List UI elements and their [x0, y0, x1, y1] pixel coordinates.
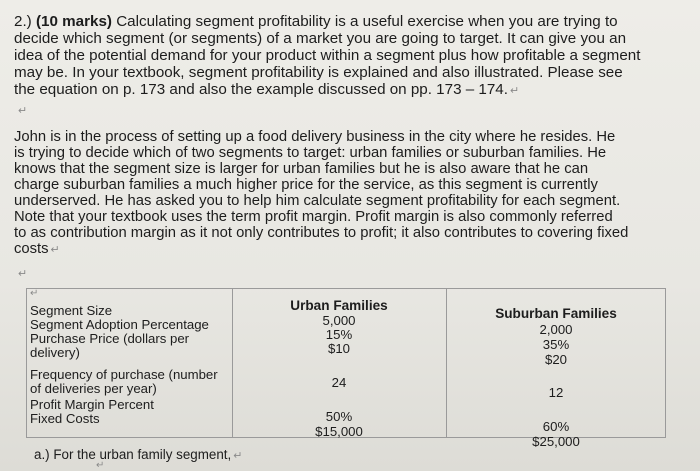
- suburban-frequency: 12: [548, 385, 564, 400]
- urban-frequency: 24: [331, 375, 347, 390]
- return-mark: ↵: [50, 244, 60, 256]
- suburban-price: $20: [544, 352, 567, 367]
- return-mark: ↵: [96, 460, 105, 471]
- question-number: 2.): [14, 13, 32, 30]
- header-suburban: Suburban Families: [495, 306, 617, 321]
- suburban-fixed-costs: $25,000: [532, 434, 580, 449]
- scenario-line-2: is trying to decide which of two segments to target: urban families or suburban families. He: [14, 145, 607, 161]
- scenario-line-4: charge suburban families a much higher price for the service, as this segment is currently: [14, 177, 598, 193]
- table-border-left: [26, 289, 27, 437]
- label-frequency-2: of deliveries per year): [30, 381, 157, 396]
- suburban-profit-margin: 60%: [542, 419, 570, 434]
- question-line-5: the equation on p. 173 and also the example discussed on pp. 173 – 174. ↵: [14, 81, 520, 98]
- urban-adoption: 15%: [325, 327, 353, 342]
- return-mark: ↵: [233, 450, 243, 462]
- sub-question-a: a.) For the urban family segment, ↵: [34, 447, 243, 462]
- question-line-1: 2.) (10 marks) Calculating segment profitability is a useful exercise when you are trying to: [14, 13, 618, 30]
- question-marks: (10 marks): [35, 13, 112, 30]
- return-mark: ↵: [509, 85, 520, 97]
- scenario-line-8: costs ↵: [14, 241, 60, 257]
- scenario-line-5: underserved. He has asked you to help him calculate segment profitability for each segment.: [14, 193, 621, 209]
- scenario-line-6: Note that your textbook uses the term profit margin. Profit margin is also commonly referred: [14, 209, 613, 225]
- label-price-1: Purchase Price (dollars per: [30, 331, 190, 346]
- scenario-paragraph: [14, 129, 692, 258]
- scenario-line-3: knows that the segment size is larger for urban families but he is also aware that he can: [14, 161, 589, 177]
- scenario-line-7: to as contribution margin as it not only contributes to profit; it also contributes to covering fixed: [14, 225, 629, 241]
- question-paragraph: [14, 13, 692, 100]
- suburban-adoption: 35%: [542, 337, 570, 352]
- header-urban: Urban Families: [290, 298, 388, 313]
- segment-table: [26, 288, 666, 449]
- label-price-2: delivery): [30, 345, 80, 360]
- label-segment-size: Segment Size: [30, 303, 113, 318]
- scenario-line-1: John is in the process of setting up a food delivery business in the city where he resides. He: [14, 129, 616, 145]
- question-line-2: decide which segment (or segments) of a market you are going to target. It can give you an: [14, 30, 627, 47]
- label-profit-margin: Profit Margin Percent: [30, 397, 154, 412]
- return-mark: ↵: [18, 268, 28, 280]
- return-mark: ↵: [18, 105, 28, 117]
- urban-price: $10: [327, 341, 350, 356]
- question-line-4: may be. In your textbook, segment profitability is explained and also illustrated. Please see: [14, 64, 623, 81]
- label-fixed-costs: Fixed Costs: [30, 411, 100, 426]
- cell-mark: ↵: [30, 288, 39, 299]
- question-line-3: idea of the potential demand for your product within a segment plus how profitable a segment: [14, 47, 641, 64]
- urban-fixed-costs: $15,000: [315, 424, 363, 439]
- urban-segment-size: 5,000: [322, 313, 356, 328]
- urban-profit-margin: 50%: [325, 409, 353, 424]
- suburban-segment-size: 2,000: [539, 322, 573, 337]
- label-frequency-1: Frequency of purchase (number: [30, 367, 218, 382]
- label-adoption: Segment Adoption Percentage: [30, 317, 209, 332]
